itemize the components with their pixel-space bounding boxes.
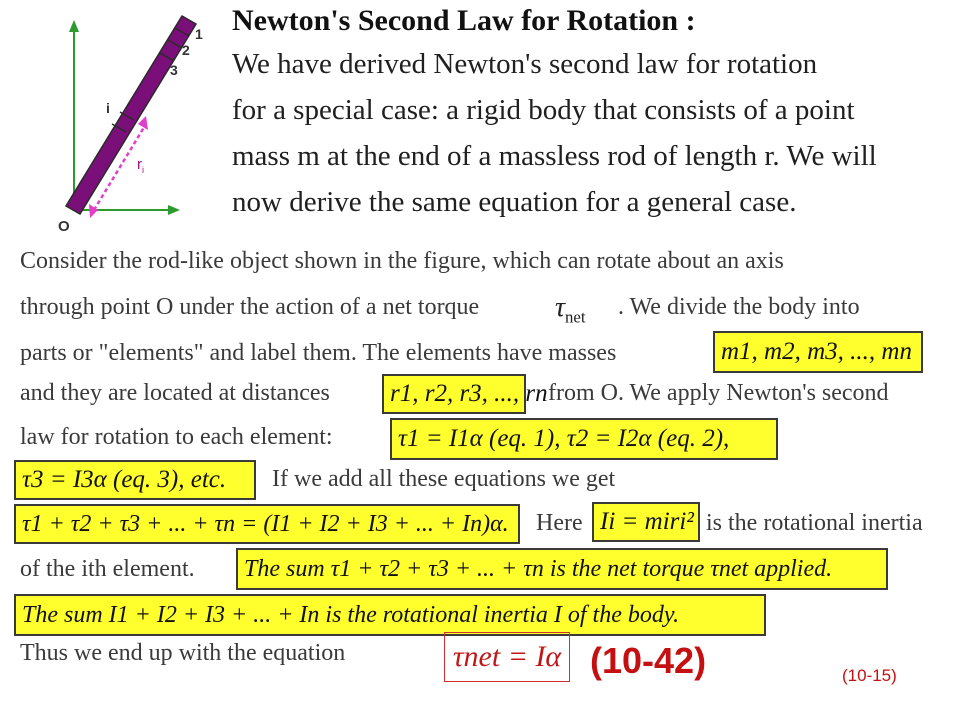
masses-box: m1, m2, m3, ..., mn [713, 331, 923, 373]
intro-line-3: mass m at the end of a massless rod of length r. We will [232, 140, 877, 172]
label-element-2: 2 [182, 42, 190, 58]
torque-sum-box: The sum τ1 + τ2 + τ3 + ... + τn is the net torque τnet applied. [236, 548, 888, 590]
page-title: Newton's Second Law for Rotation : [232, 4, 696, 37]
horizontal-axis-arrow [168, 205, 180, 215]
body-line-3: parts or "elements" and label them. The elements have masses [20, 340, 617, 366]
label-element-i: i [106, 100, 110, 116]
label-element-1: 1 [195, 26, 203, 42]
label-element-3: 3 [170, 62, 178, 78]
body-line-5: law for rotation to each element: [20, 424, 333, 450]
body-line-10: Thus we end up with the equation [20, 640, 346, 666]
intro-line-4: now derive the same equation for a general case. [232, 186, 797, 218]
eq3-box: τ3 = I3α (eq. 3), etc. [14, 460, 256, 500]
slide-number: (10-15) [842, 666, 897, 685]
inertia-sum-box: The sum I1 + I2 + I3 + ... + In is the rotational inertia I of the body. [14, 594, 766, 636]
distance-arrowhead [89, 204, 98, 218]
equation-number: (10-42) [590, 640, 707, 681]
body-line-2b: . We divide the body into [618, 294, 860, 320]
final-equation-box: τnet = Iα [444, 632, 570, 682]
body-line-4a: and they are located at distances [20, 380, 330, 406]
distance-arrowhead [138, 116, 148, 130]
body-line-6: If we add all these equations we get [272, 466, 616, 492]
body-line-4b: from O. We apply Newton's second [548, 380, 889, 406]
inertia-element-box: Ii = miri² [592, 502, 700, 542]
sum-equation-box: τ1 + τ2 + τ3 + ... + τn = (I1 + I2 + I3 + ... + In)α. [14, 504, 520, 544]
body-line-7b: is the rotational inertia [706, 510, 923, 536]
distances-box: r1, r2, r3, ..., rn [382, 374, 526, 414]
tau-net-symbol: $\tau_{net}$ [555, 292, 586, 327]
eq1-box: τ1 = I1α (eq. 1), τ2 = I2α (eq. 2), [390, 418, 778, 460]
intro-line-2: for a special case: a rigid body that consists of a point [232, 94, 855, 126]
body-line-8: of the ith element. [20, 556, 195, 582]
body-line-7: Here [536, 510, 583, 536]
intro-line-1: We have derived Newton's second law for rotation [232, 48, 818, 80]
label-origin: O [58, 218, 70, 235]
body-line-2a: through point O under the action of a net torque [20, 294, 480, 320]
body-line-1: Consider the rod-like object shown in the figure, which can rotate about an axis [20, 248, 784, 274]
label-ri: $r_i$ [137, 156, 144, 175]
vertical-axis-arrow [69, 20, 79, 32]
